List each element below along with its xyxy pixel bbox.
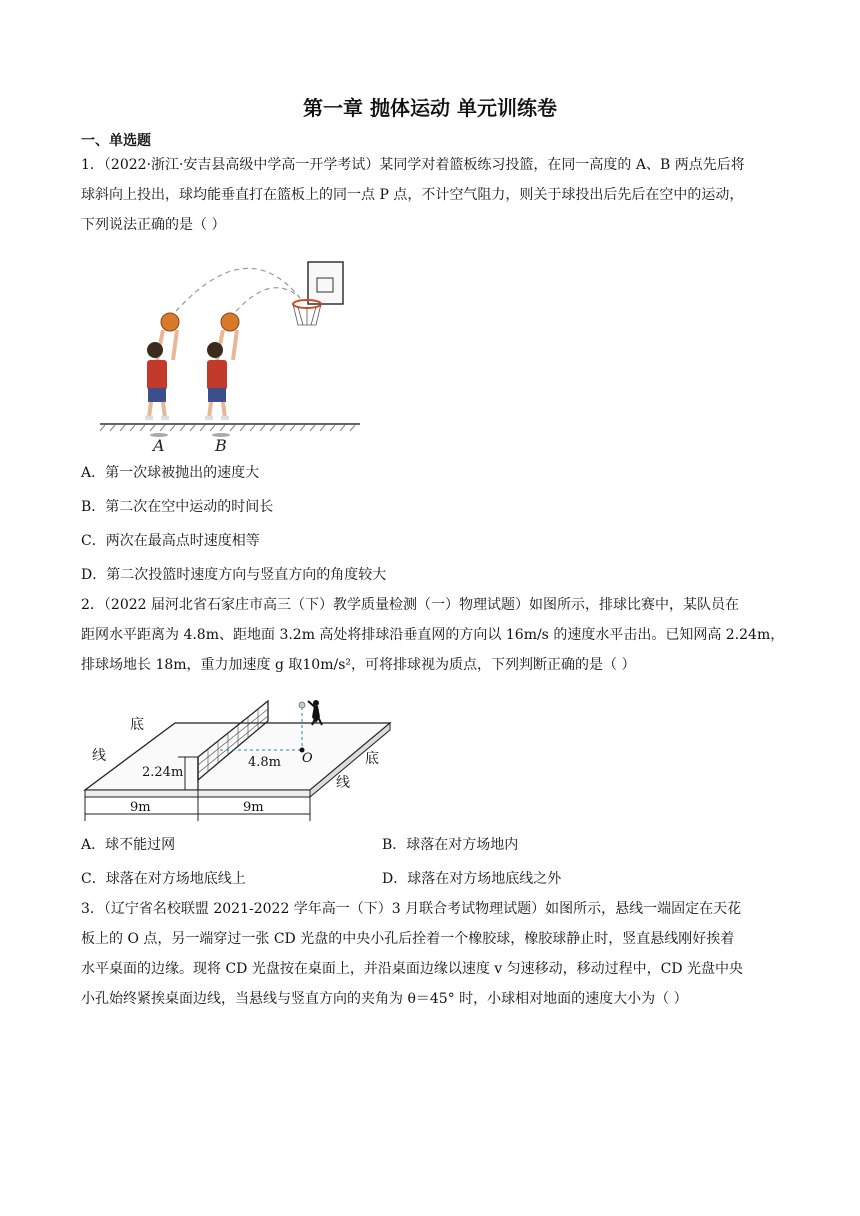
page-title: 第一章 抛体运动 单元训练卷 [303, 96, 557, 120]
section-heading: 一、单选题 [81, 133, 151, 149]
q2-option-c[interactable]: C．球落在对方场地底线上 [81, 871, 246, 887]
question-3-line: 小孔始终紧挨桌面边线，当悬线与竖直方向的夹角为 θ＝45° 时，小球相对地面的速度大小为（ ） [81, 991, 688, 1007]
backboard [308, 262, 343, 304]
player-a [145, 313, 179, 418]
question-3-line: 水平桌面的边缘。现将 CD 光盘按在桌面上，并沿桌面边缘以速度 v 匀速移动，移动过程中，CD 光盘中央 [81, 961, 744, 977]
question-2-stem [81, 590, 785, 680]
ball-trajectory-1 [170, 268, 300, 318]
question-2-line: 2．（2022 届河北省石家庄市高三（下）教学质量检测（一）物理试题）如图所示，排球比赛中，某队员在 [81, 597, 739, 613]
ball-trajectory-2 [230, 288, 300, 318]
baseline-label-di-right: 底 [365, 751, 379, 767]
question-2-line: 距网水平距离为 4.8m、距地面 3.2m 高处将排球沿垂直网的方向以 16m/s 的速度水平击出。已知网高 2.24m， [81, 627, 785, 643]
ball [299, 702, 305, 708]
distance-label: 4.8m [248, 755, 282, 770]
o-label: O [302, 751, 313, 766]
length-label-2: 9m [243, 800, 264, 815]
baseline-label-xian-left: 线 [92, 748, 106, 764]
question-1-line: 下列说法正确的是（ ） [81, 217, 226, 233]
question-1-line: 球斜向上投出，球均能垂直打在篮板上的同一点 P 点，不计空气阻力，则关于球投出后先后在空中的运动， [81, 187, 744, 203]
q1-option-c[interactable]: C．两次在最高点时速度相等 [81, 533, 260, 549]
question-3-line: 板上的 O 点，另一端穿过一张 CD 光盘的中央小孔后拴着一个橡胶球，橡胶球静止时，竖直悬线刚好挨着 [81, 931, 735, 947]
question-3-line: 3．（辽宁省名校联盟 2021-2022 学年高一（下）3 月联合考试物理试题）如图所示，悬线一端固定在天花 [81, 901, 742, 917]
volleyball-court-figure [80, 695, 400, 825]
point-a-label: A [153, 436, 165, 455]
q1-option-d[interactable]: D．第二次投篮时速度方向与竖直方向的角度较大 [81, 567, 387, 583]
point-b-label: B [215, 436, 227, 455]
q2-option-d[interactable]: D．球落在对方场地底线之外 [382, 871, 562, 887]
q2-option-b[interactable]: B．球落在对方场地内 [382, 837, 519, 853]
net-height-label: 2.24m [142, 765, 184, 780]
q2-option-a[interactable]: A．球不能过网 [81, 837, 176, 853]
length-label-1: 9m [130, 800, 151, 815]
baseline-label-di-left: 底 [130, 717, 144, 733]
question-1-stem [81, 150, 781, 240]
question-1-line: 1．（2022·浙江·安吉县高级中学高一开学考试）某同学对着篮板练习投篮，在同一高度的 A、B 两点先后将 [81, 157, 745, 173]
player-b [205, 313, 239, 418]
q1-option-a[interactable]: A．第一次球被抛出的速度大 [81, 465, 260, 481]
question-3-stem [81, 894, 781, 1014]
basketball-figure [95, 250, 365, 455]
q1-option-b[interactable]: B．第二次在空中运动的时间长 [81, 499, 274, 515]
baseline-label-xian-right: 线 [336, 775, 350, 791]
question-2-line: 排球场地长 18m，重力加速度 g 取10m/s²，可将排球视为质点，下列判断正确的是（ ） [81, 657, 636, 673]
player [308, 700, 322, 725]
